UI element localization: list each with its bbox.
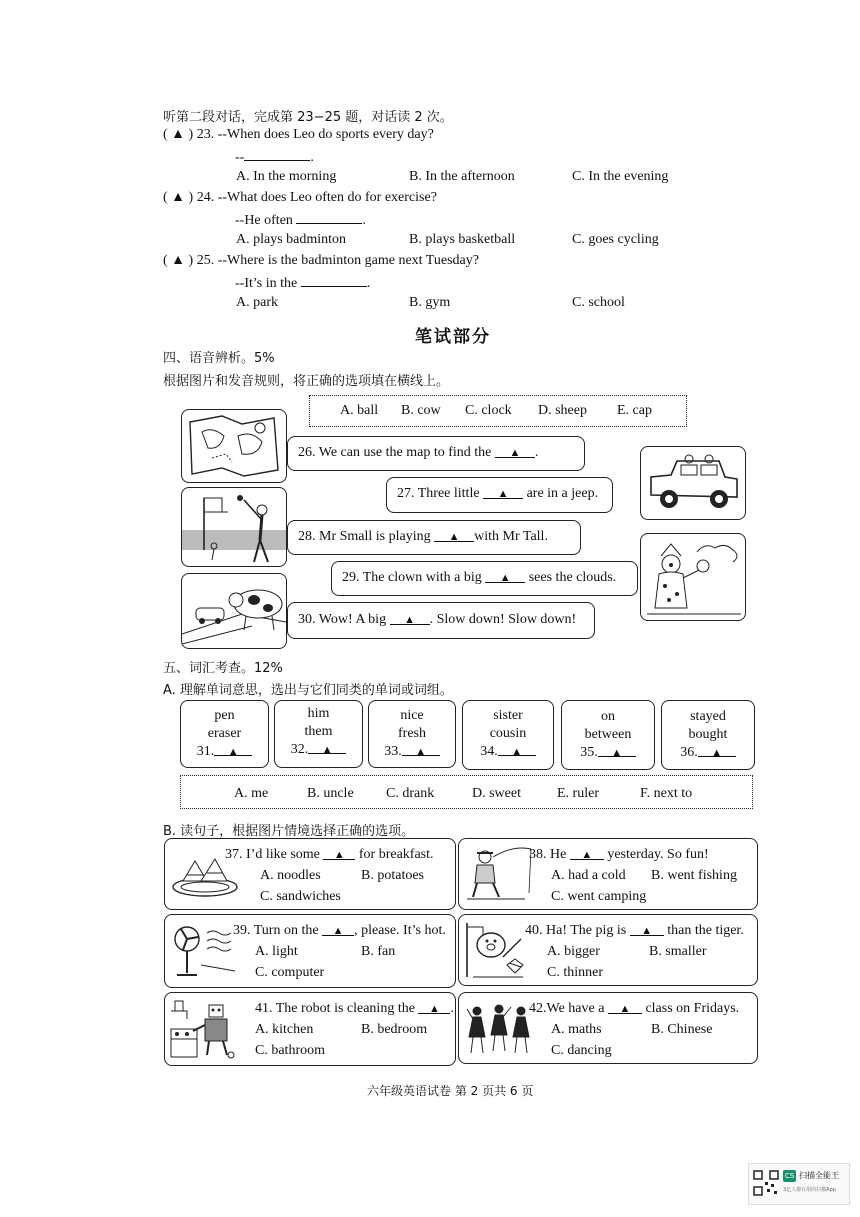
choice-a: A. me [234, 786, 269, 801]
clown-icon [641, 534, 745, 620]
choice-d: D. sweet [472, 786, 521, 801]
option-39a: A. light [255, 944, 298, 959]
answer-blank[interactable]: ▲ [323, 847, 355, 860]
phonics-instruction: 根据图片和发音规则，将正确的选项填在横线上。 [163, 374, 450, 389]
option-42a: A. maths [551, 1022, 602, 1037]
answer-blank[interactable]: ▲ [485, 570, 525, 583]
question-text: --What does Leo often do for exercise? [217, 190, 437, 205]
word-group-33: nice fresh 33. ▲ [368, 700, 456, 768]
option-41a: A. kitchen [255, 1022, 314, 1037]
answer-line-23: -- . [235, 150, 314, 165]
option-25c: C. school [572, 295, 625, 310]
option-23c: C. In the evening [572, 169, 669, 184]
scanner-logo: CS [784, 1172, 795, 1180]
clown-picture [640, 533, 746, 621]
picture-question-37: 37. I’d like some ▲ for breakfast. A. noodles B. potatoes C. sandwiches [164, 838, 456, 910]
answer-blank[interactable]: ▲ [598, 744, 636, 757]
answer-blank[interactable]: ▲ [698, 744, 736, 757]
answer-blank[interactable]: ▲ [608, 1001, 642, 1014]
answer-blank[interactable]: ▲ [434, 529, 474, 542]
option-24c: C. goes cycling [572, 232, 659, 247]
option-23b: B. In the afternoon [409, 169, 515, 184]
option-42b: B. Chinese [651, 1022, 713, 1037]
cow-road-picture [181, 573, 287, 649]
phonics-option-a: A. ball [340, 403, 379, 418]
question-number: 23. [196, 127, 215, 142]
scanner-tagline: 3亿人都在用的扫描App [783, 1187, 836, 1193]
phonics-option-b: B. cow [401, 403, 441, 418]
scanner-watermark [748, 1163, 850, 1205]
question-24 [163, 190, 437, 206]
robot-kitchen-icon [169, 997, 239, 1061]
basketball-picture [181, 487, 287, 567]
word-group-31: pen eraser 31. ▲ [180, 700, 269, 768]
question-text: --When does Leo do sports every day? [217, 127, 434, 142]
option-39b: B. fan [361, 944, 396, 959]
picture-question-39: 39. Turn on the ▲ , please. It’s hot. A. light B. fan C. computer [164, 914, 456, 988]
answer-paren: ( ▲ ) [163, 127, 194, 142]
dancers-icon [465, 999, 533, 1059]
option-41c: C. bathroom [255, 1043, 325, 1058]
option-24b: B. plays basketball [409, 232, 516, 247]
electric-fan-icon [171, 921, 239, 981]
question-number: 25. [196, 253, 215, 268]
vocab-heading: 五、词汇考查。12% [163, 661, 283, 676]
picture-question-38: 38. He ▲ yesterday. So fun! A. had a cold B. went fishing C. went camping [458, 838, 758, 910]
vocab-part-a: A. 理解单词意思，选出与它们同类的单词或词组。 [163, 683, 453, 698]
phonics-item-30: 30. Wow! A big ▲ . Slow down! Slow down! [287, 602, 595, 639]
answer-blank[interactable] [296, 211, 362, 224]
option-25a: A. park [236, 295, 278, 310]
phonics-item-29: 29. The clown with a big ▲ sees the clouds. [331, 561, 638, 596]
answer-paren: ( ▲ ) [163, 190, 194, 205]
picture-question-42: 42.We have a ▲ class on Fridays. A. maths B. Chinese C. dancing [458, 992, 758, 1064]
answer-blank[interactable]: ▲ [308, 741, 346, 754]
choice-f: F. next to [640, 786, 693, 801]
section-title: 笔试部分 [415, 327, 491, 347]
choice-b: B. uncle [307, 786, 354, 801]
question-number: 24. [196, 190, 215, 205]
option-37b: B. potatoes [361, 868, 424, 883]
word-group-32: him them 32. ▲ [274, 700, 363, 768]
phonics-heading: 四、语音辨析。5% [163, 351, 275, 366]
answer-paren: ( ▲ ) [163, 253, 194, 268]
answer-blank[interactable]: ▲ [390, 612, 430, 625]
option-42c: C. dancing [551, 1043, 612, 1058]
answer-blank[interactable]: ▲ [322, 923, 354, 936]
answer-blank[interactable]: ▲ [214, 743, 252, 756]
answer-line-25: --It’s in the . [235, 276, 371, 291]
option-23a: A. In the morning [236, 169, 337, 184]
answer-blank[interactable]: ▲ [495, 445, 535, 458]
phonics-item-28: 28. Mr Small is playing ▲ with Mr Tall. [287, 520, 581, 555]
phonics-option-e: E. cap [617, 403, 652, 418]
phonics-item-27: 27. Three little ▲ are in a jeep. [386, 477, 613, 513]
option-40c: C. thinner [547, 965, 603, 980]
answer-blank[interactable]: ▲ [498, 743, 536, 756]
cow-icon [182, 574, 286, 648]
option-24a: A. plays badminton [236, 232, 347, 247]
phonics-item-26: 26. We can use the map to find the ▲ . [287, 436, 585, 471]
vocab-part-b: B. 读句子，根据图片情境选择正确的选项。 [163, 824, 415, 839]
word-group-35: on between 35. ▲ [561, 700, 655, 770]
answer-blank[interactable]: ▲ [630, 923, 664, 936]
question-25 [163, 253, 479, 269]
scanner-name: 扫描全能王 [799, 1171, 839, 1180]
answer-blank[interactable]: ▲ [402, 743, 440, 756]
phonics-option-d: D. sheep [538, 403, 587, 418]
question-23 [163, 127, 434, 143]
answer-blank[interactable] [244, 148, 310, 161]
jeep-picture [640, 446, 746, 520]
option-37c: C. sandwiches [260, 889, 341, 904]
map-icon [182, 410, 286, 482]
listening-instruction: 听第二段对话，完成第 23−25 题，对话读 2 次。 [163, 110, 453, 125]
option-38c: C. went camping [551, 889, 647, 904]
jeep-icon [641, 447, 745, 519]
map-picture [181, 409, 287, 483]
word-group-36: stayed bought 36. ▲ [661, 700, 755, 770]
option-40b: B. smaller [649, 944, 707, 959]
option-39c: C. computer [255, 965, 325, 980]
picture-question-40: 40. Ha! The pig is ▲ than the tiger. A. bigger B. smaller C. thinner [458, 914, 758, 986]
qr-code-icon [753, 1170, 779, 1196]
answer-line-24: --He often . [235, 213, 366, 228]
basketball-players-icon [182, 488, 286, 566]
option-37a: A. noodles [260, 868, 321, 883]
pig-tiger-seesaw-icon [463, 919, 527, 981]
option-38b: B. went fishing [651, 868, 737, 883]
fishing-man-icon [463, 843, 533, 905]
question-text: --Where is the badminton game next Tuesday? [217, 253, 479, 268]
option-25b: B. gym [409, 295, 451, 310]
answer-blank[interactable] [301, 274, 367, 287]
option-41b: B. bedroom [361, 1022, 428, 1037]
answer-blank[interactable]: ▲ [483, 486, 523, 499]
option-40a: A. bigger [547, 944, 600, 959]
page-footer: 六年级英语试卷 第 2 页共 6 页 [367, 1084, 534, 1098]
phonics-option-c: C. clock [465, 403, 512, 418]
choice-c: C. drank [386, 786, 435, 801]
choice-e: E. ruler [557, 786, 599, 801]
answer-blank[interactable]: ▲ [418, 1001, 450, 1014]
answer-blank[interactable]: ▲ [570, 847, 604, 860]
word-group-34: sister cousin 34. ▲ [462, 700, 554, 770]
picture-question-41: 41. The robot is cleaning the ▲ . A. kitchen B. bedroom C. bathroom [164, 992, 456, 1066]
option-38a: A. had a cold [551, 868, 626, 883]
